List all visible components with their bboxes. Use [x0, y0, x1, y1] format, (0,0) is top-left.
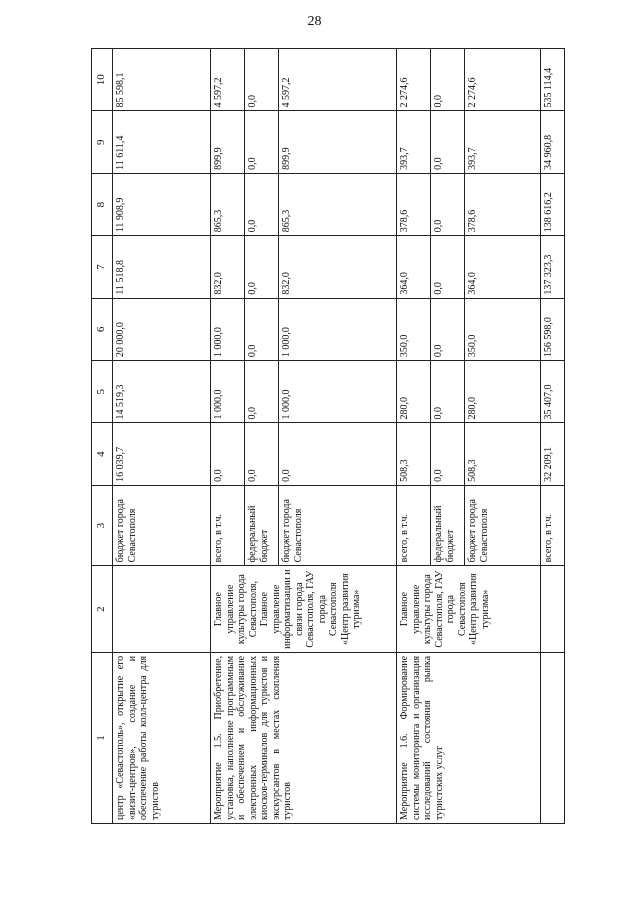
funding-source: всего, в т.ч.: [211, 485, 245, 566]
value-cell: 1 000,0: [279, 361, 397, 423]
value-cell: 0,0: [431, 236, 465, 298]
empty-cell: [541, 566, 565, 653]
value-cell: 0,0: [245, 361, 279, 423]
value-cell: 0,0: [211, 423, 245, 485]
activity-name: Мероприятие 1.5. Приобретение, установка, наполнение программным и обеспечением и обслуживание электронных информационных киосков-терминалов для туристов и экскурсантов в местах скопления туристов: [211, 652, 397, 823]
value-cell: 0,0: [431, 298, 465, 360]
value-cell: 1 000,0: [211, 298, 245, 360]
value-cell: 0,0: [245, 298, 279, 360]
value-cell: 280,0: [465, 361, 541, 423]
value-cell: 14 519,3: [113, 361, 211, 423]
activity-name: Мероприятие 1.6. Формирование системы мониторинга и организация исследований состояния рынка туристских услуг: [397, 652, 541, 823]
value-cell: 508,3: [465, 423, 541, 485]
value-cell: 0,0: [245, 173, 279, 235]
executor: [113, 566, 211, 653]
executor: Главное управление культуры города Севастополя, Главное управление информатизации и связи города Севастополя, ГАУ города Севастополя «Центр развития туризма»: [211, 566, 397, 653]
table-row: [113, 49, 211, 824]
value-cell: 11 611,4: [113, 111, 211, 173]
value-cell: 0,0: [431, 423, 465, 485]
header-cell: 3: [92, 485, 113, 566]
value-cell: 899,9: [211, 111, 245, 173]
value-cell: 832,0: [211, 236, 245, 298]
value-cell: 0,0: [245, 49, 279, 112]
value-cell: 0,0: [431, 361, 465, 423]
value-cell: 2 274,6: [397, 49, 431, 112]
empty-cell: [541, 652, 565, 823]
header-cell: 6: [92, 298, 113, 360]
value-cell: 0,0: [245, 236, 279, 298]
rotated-table-container: [91, 48, 561, 824]
value-cell: 0,0: [279, 423, 397, 485]
value-cell: 1 000,0: [211, 361, 245, 423]
funding-source: бюджет города Севастополя: [465, 485, 541, 566]
value-cell: 20 000,0: [113, 298, 211, 360]
header-row: [92, 49, 113, 824]
value-cell: 865,3: [211, 173, 245, 235]
header-cell: 2: [92, 566, 113, 653]
table-row: [211, 49, 245, 824]
header-cell: 7: [92, 236, 113, 298]
value-cell: 138 616,2: [541, 173, 565, 235]
activity-name: центр «Севастополь», открытие его «визит-центров», создание и обеспечение работы колл-центра для туристов: [113, 652, 211, 823]
value-cell: 280,0: [397, 361, 431, 423]
value-cell: 0,0: [245, 423, 279, 485]
value-cell: 4 597,2: [211, 49, 245, 112]
value-cell: 378,6: [397, 173, 431, 235]
executor: Главное управление культуры города Севастополя, ГАУ города Севастополя «Центр развития туризма»: [397, 566, 541, 653]
header-cell: 9: [92, 111, 113, 173]
value-cell: 11 518,8: [113, 236, 211, 298]
value-cell: 137 323,3: [541, 236, 565, 298]
value-cell: 0,0: [431, 49, 465, 112]
value-cell: 350,0: [465, 298, 541, 360]
page-number: 28: [307, 14, 322, 29]
value-cell: 2 274,6: [465, 49, 541, 112]
value-cell: 34 960,8: [541, 111, 565, 173]
funding-source: всего, в т.ч.: [541, 485, 565, 566]
funding-source: бюджет города Севастополя: [279, 485, 397, 566]
header-cell: 5: [92, 361, 113, 423]
value-cell: 535 114,4: [541, 49, 565, 112]
value-cell: 378,6: [465, 173, 541, 235]
value-cell: 832,0: [279, 236, 397, 298]
header-cell: 8: [92, 173, 113, 235]
header-cell: 1: [92, 652, 113, 823]
header-cell: 4: [92, 423, 113, 485]
total-row: [541, 49, 565, 824]
value-cell: 4 597,2: [279, 49, 397, 112]
value-cell: 1 000,0: [279, 298, 397, 360]
funding-source: федеральный бюджет: [245, 485, 279, 566]
value-cell: 0,0: [245, 111, 279, 173]
value-cell: 85 598,1: [113, 49, 211, 112]
budget-table: [91, 48, 565, 824]
funding-source: федеральный бюджет: [431, 485, 465, 566]
value-cell: 156 598,0: [541, 298, 565, 360]
value-cell: 364,0: [397, 236, 431, 298]
value-cell: 350,0: [397, 298, 431, 360]
value-cell: 11 908,9: [113, 173, 211, 235]
value-cell: 899,9: [279, 111, 397, 173]
table-row: [397, 49, 431, 824]
value-cell: 364,0: [465, 236, 541, 298]
value-cell: 16 039,7: [113, 423, 211, 485]
value-cell: 0,0: [431, 111, 465, 173]
funding-source: бюджет города Севастополя: [113, 485, 211, 566]
value-cell: 32 209,1: [541, 423, 565, 485]
value-cell: 0,0: [431, 173, 465, 235]
value-cell: 393,7: [397, 111, 431, 173]
value-cell: 35 407,0: [541, 361, 565, 423]
value-cell: 508,3: [397, 423, 431, 485]
value-cell: 865,3: [279, 173, 397, 235]
value-cell: 393,7: [465, 111, 541, 173]
header-cell: 10: [92, 49, 113, 112]
funding-source: всего, в т.ч.: [397, 485, 431, 566]
